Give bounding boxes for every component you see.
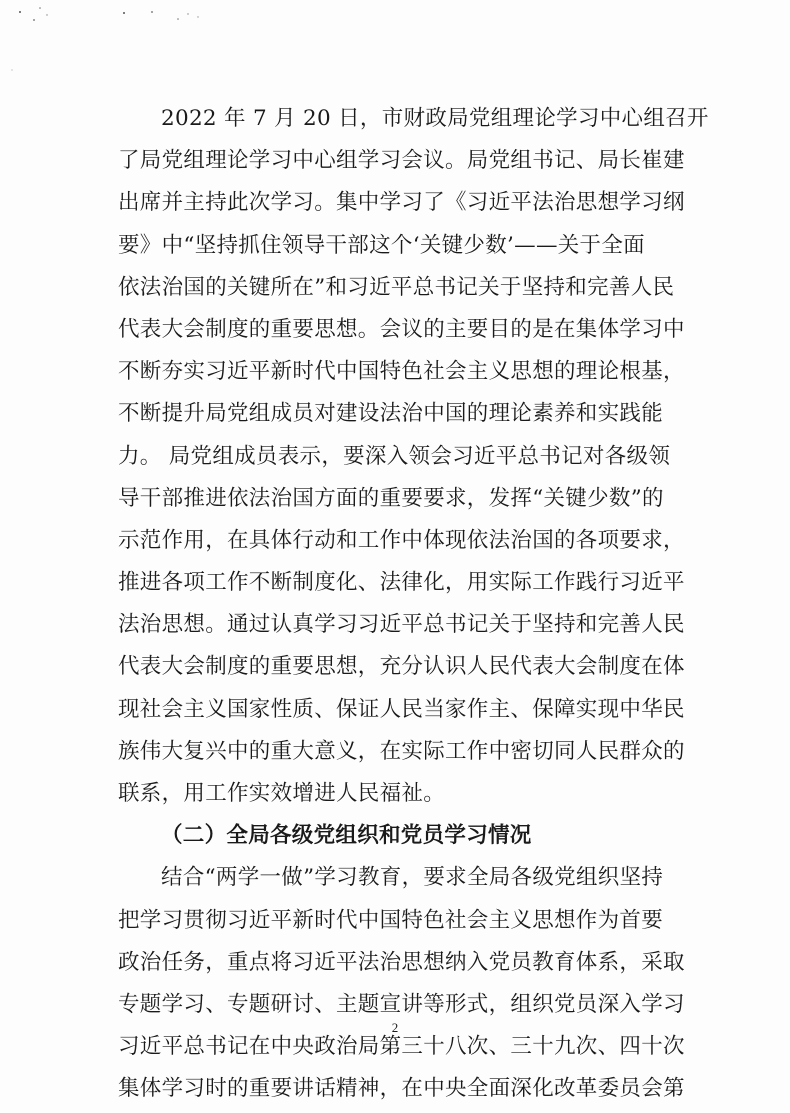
paragraph-line: 了局党组理论学习中心组学习会议。局党组书记、局长崔建 [118,148,685,174]
paragraph-line: 依法治国的关键所在”和习近平总书记关于坚持和完善人民 [118,274,675,300]
paragraph-line: 2022 年 7 月 20 日，市财政局党组理论学习中心组召开 [161,106,709,131]
paragraph-line: 把学习贯彻习近平新时代中国特色社会主义思想作为首要 [118,907,664,933]
body-text [118,98,709,1111]
paragraph-line: 出席并主持此次学习。集中学习了《习近平法治思想学习纲 [118,190,685,216]
paragraph-line: 导干部推进依法治国方面的重要要求，发挥“关键少数”的 [118,485,664,511]
paragraph-line: 代表大会制度的重要思想，充分认识人民代表大会制度在体 [118,654,685,680]
paragraph-line: 法治思想。通过认真学习习近平总书记关于坚持和完善人民 [118,612,685,638]
paragraph-line: 要》中“坚持抓住领导干部这个‘关键少数’——关于全面 [118,232,645,258]
paragraph-line: 不断提升局党组成员对建设法治中国的理论素养和实践能 [118,401,664,427]
paragraph-line: 推进各项工作不断制度化、法律化，用实际工作践行习近平 [118,570,685,596]
paragraph-line: 专题学习、专题研讨、主题宣讲等形式，组织党员深入学习 [118,991,685,1017]
paragraph-line: 不断夯实习近平新时代中国特色社会主义思想的理论根基， [118,359,685,385]
page-number: 2 [391,1020,399,1035]
paragraph-line: 习近平总书记在中央政治局第三十八次、三十九次、四十次 [118,1034,685,1060]
paragraph-line: 政治任务，重点将习近平法治思想纳入党员教育体系，采取 [118,949,685,975]
paragraph-line: 力。 局党组成员表示，要深入领会习近平总书记对各级领 [118,443,671,469]
paragraph-line: 集体学习时的重要讲话精神，在中央全面深化改革委员会第 [118,1076,685,1102]
paragraph-line: 联系，用工作实效增进人民福祉。 [118,781,446,806]
paragraph-line: 代表大会制度的重要思想。会议的主要目的是在集体学习中 [118,316,685,342]
paragraph-line: 现社会主义国家性质、保证人民当家作主、保障实现中华民 [118,696,685,722]
section-heading: （二）全局各级党组织和党员学习情况 [161,823,532,849]
paragraph-line: 示范作用，在具体行动和工作中体现依法治国的各项要求， [118,527,685,553]
paragraph-line: 族伟大复兴中的重大意义，在实际工作中密切同人民群众的 [118,738,685,764]
paragraph-line: 结合“两学一做”学习教育，要求全局各级党组织坚持 [161,865,664,891]
